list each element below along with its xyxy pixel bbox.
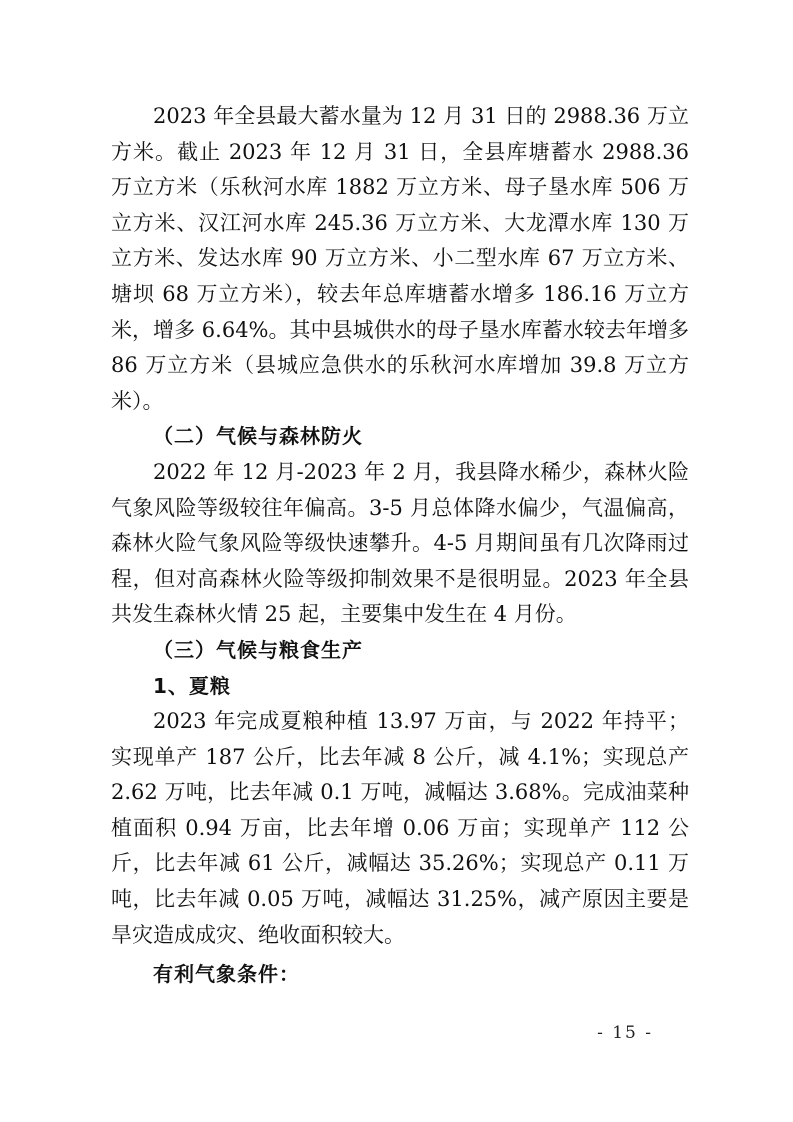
paragraph-summer-grain: 2023 年完成夏粮种植 13.97 万亩，与 2022 年持平；实现单产 187 公斤，比去年减 8 公斤，减 4.1%；实现总产 2.62 万吨，比去年减 0.1 万吨，减幅达 3.68%。完成油菜种植面积 0.94 万亩，比去年增 0.06 万亩；实现单产 112 公斤，比去年减 61 公斤，减幅达 35.26%；实现总产 0.11 万吨，比去年减 0.05 万吨，减幅达 31.25%，减产原因主要是旱灾造成成灾、绝收面积较大。 [111,709,689,947]
paragraph-forest-fire: 2022 年 12 月-2023 年 2 月，我县降水稀少，森林火险气象风险等级较往年偏高。3-5 月总体降水偏少，气温偏高，森林火险气象风险等级快速攀升。4-5 月期间虽有几次降雨过程，但对高森林火险等级抑制效果不是很明显。2023 年全县共发生森林火情 25 起，主要集中发生在 4 月份。 [111,459,689,627]
section-heading-climate-forest-fire: （二）气候与森林防火 [153,424,363,449]
section-heading-climate-grain: （三）气候与粮食生产 [153,637,363,662]
paragraph-water-storage: 2023 年全县最大蓄水量为 12 月 31 日的 2988.36 万立方米。截止 2023 年 12 月 31 日，全县库塘蓄水 2988.36 万立方米（乐秋河水库 1882 万立方米、母子垦水库 506 万立方米、汉江河水库 245.36 万立方米、大龙潭水库 130 万立方米、发达水库 90 万立方米、小二型水库 67 万立方米、塘坝 68 万立方米），较去年总库塘蓄水增多 186.16 万立方米，增多 6.64%。其中县城供水的母子垦水库蓄水较去年增多 86 万立方米（县城应急供水的乐秋河水库增加 39.8 万立方米）。 [111,104,689,413]
subsection-heading-summer-grain: 1、夏粮 [153,673,231,698]
subsection-heading-favorable-conditions: 有利气象条件： [153,962,300,987]
page-number: - 15 - [597,1023,653,1043]
document-body [111,99,689,993]
